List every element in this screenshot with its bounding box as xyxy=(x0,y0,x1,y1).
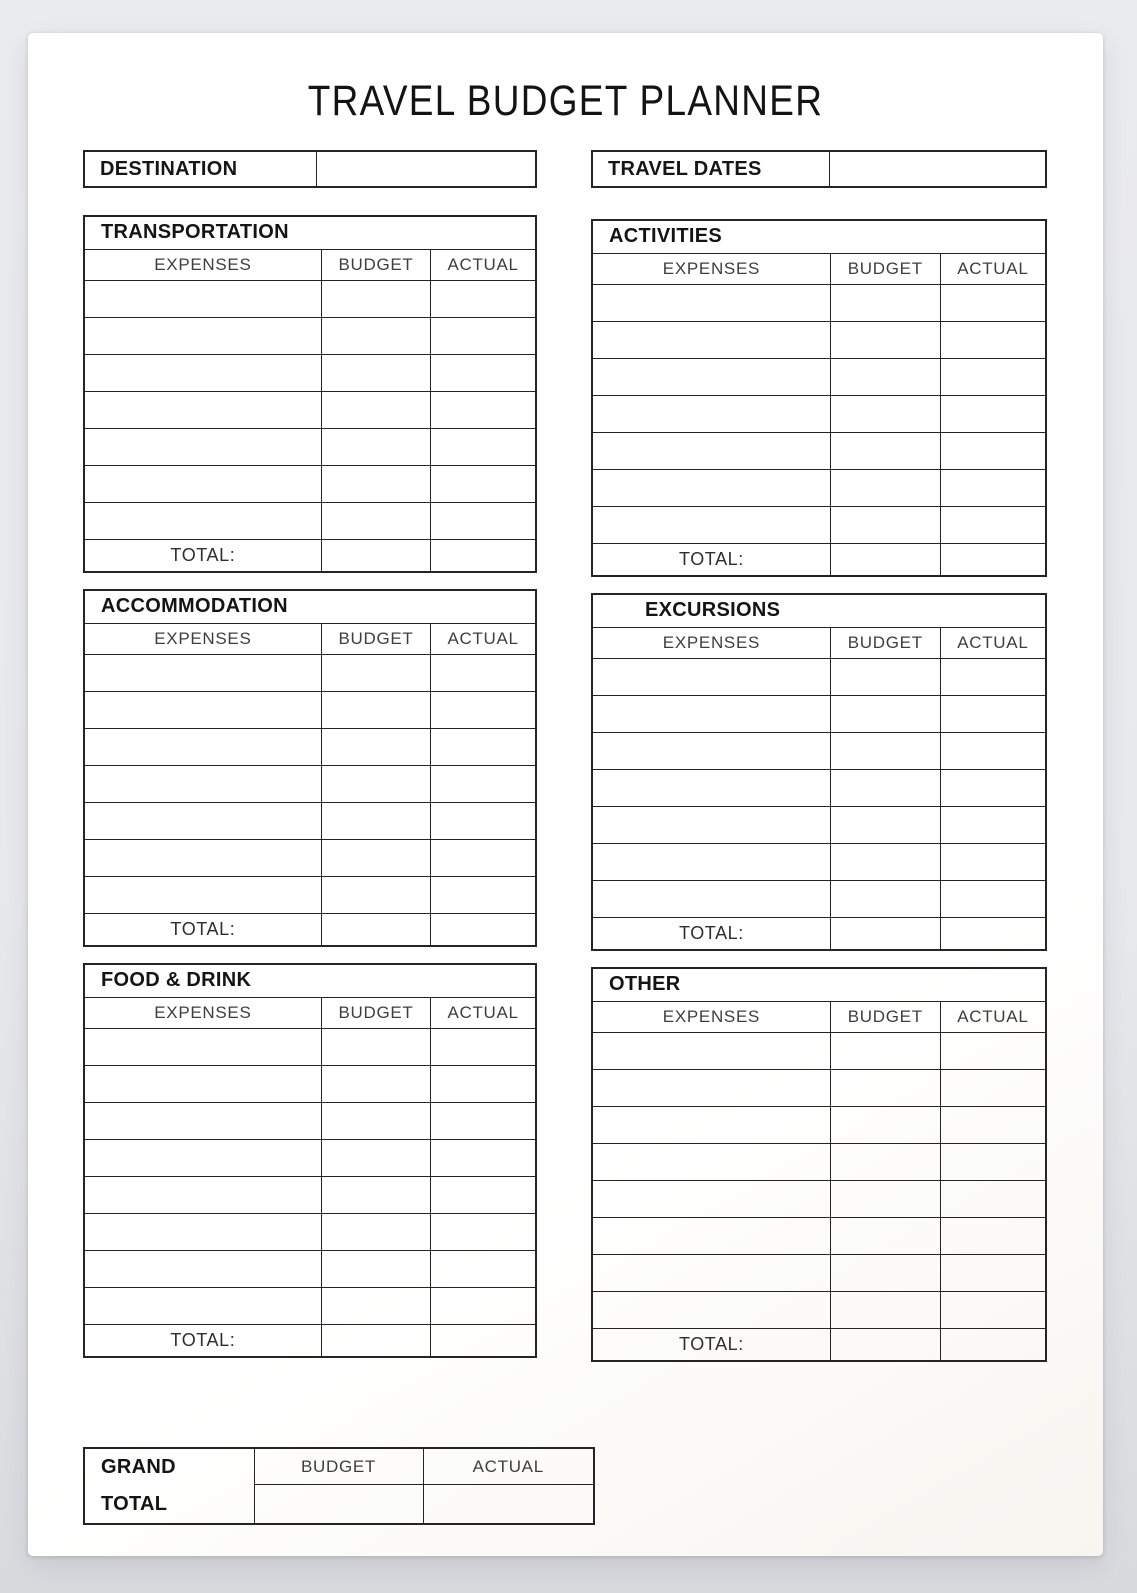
actual-value-cell[interactable] xyxy=(940,321,1046,358)
grand-total-label-line1: GRAND xyxy=(101,1456,176,1478)
actual-value-cell[interactable] xyxy=(940,769,1046,806)
expense-name-cell[interactable] xyxy=(84,1250,321,1287)
actual-value-cell[interactable] xyxy=(940,1254,1046,1291)
expense-row xyxy=(592,395,1046,432)
expense-name-cell[interactable] xyxy=(84,1028,321,1065)
actual-value-cell[interactable] xyxy=(431,1139,536,1176)
budget-value-cell[interactable] xyxy=(830,1143,940,1180)
excursions-section xyxy=(591,593,1047,951)
actual-value-cell[interactable] xyxy=(431,765,536,802)
expense-row xyxy=(84,391,536,428)
actual-value-cell[interactable] xyxy=(431,728,536,765)
transportation-section xyxy=(83,215,537,573)
expense-row xyxy=(592,432,1046,469)
expense-row xyxy=(84,1139,536,1176)
actual-value-cell[interactable] xyxy=(431,354,536,391)
expense-row xyxy=(84,502,536,539)
expense-row xyxy=(592,1291,1046,1328)
activities-section xyxy=(591,219,1047,577)
actual-value-cell[interactable] xyxy=(940,880,1046,917)
budget-value-cell[interactable] xyxy=(321,391,430,428)
budget-value-cell[interactable] xyxy=(321,317,430,354)
section-title: OTHER xyxy=(592,968,1046,1001)
section-title: ACCOMMODATION xyxy=(84,590,536,623)
expense-row xyxy=(592,284,1046,321)
expense-row xyxy=(84,280,536,317)
travel-dates-label: TRAVEL DATES xyxy=(593,152,830,186)
actual-value-cell[interactable] xyxy=(431,317,536,354)
column-header-expenses: EXPENSES xyxy=(592,1001,830,1032)
grand-total-budget-value-cell[interactable] xyxy=(254,1485,423,1524)
actual-value-cell[interactable] xyxy=(940,1106,1046,1143)
expense-name-cell[interactable] xyxy=(592,1291,830,1328)
budget-value-cell[interactable] xyxy=(321,1139,430,1176)
accommodation-section xyxy=(83,589,537,947)
expense-name-cell[interactable] xyxy=(84,839,321,876)
section-title: ACTIVITIES xyxy=(592,220,1046,253)
expense-name-cell[interactable] xyxy=(84,728,321,765)
expense-row xyxy=(84,1287,536,1324)
section-title: EXCURSIONS xyxy=(592,594,1046,627)
actual-value-cell[interactable] xyxy=(431,802,536,839)
expense-name-cell[interactable] xyxy=(84,1102,321,1139)
budget-value-cell[interactable] xyxy=(830,1069,940,1106)
budget-value-cell[interactable] xyxy=(830,880,940,917)
column-header-budget: BUDGET xyxy=(830,1001,940,1032)
expense-row xyxy=(592,843,1046,880)
column-header-actual: ACTUAL xyxy=(940,253,1046,284)
column-header-expenses: EXPENSES xyxy=(592,253,830,284)
actual-value-cell[interactable] xyxy=(940,1032,1046,1069)
actual-value-cell[interactable] xyxy=(431,502,536,539)
budget-value-cell[interactable] xyxy=(830,1217,940,1254)
travel-dates-field-box xyxy=(591,150,1047,188)
total-row xyxy=(592,917,1046,950)
column-header-actual: ACTUAL xyxy=(940,627,1046,658)
expense-name-cell[interactable] xyxy=(84,465,321,502)
expense-name-cell[interactable] xyxy=(592,695,830,732)
food-drink-section xyxy=(83,963,537,1358)
expense-row xyxy=(592,469,1046,506)
budget-value-cell[interactable] xyxy=(830,843,940,880)
budget-value-cell[interactable] xyxy=(830,1180,940,1217)
total-row xyxy=(84,1324,536,1357)
expense-name-cell[interactable] xyxy=(592,321,830,358)
budget-value-cell[interactable] xyxy=(321,1176,430,1213)
actual-value-cell[interactable] xyxy=(431,1213,536,1250)
planner-page xyxy=(28,33,1103,1556)
total-budget-value-cell[interactable] xyxy=(321,539,430,572)
expense-row xyxy=(592,1032,1046,1069)
expense-row xyxy=(592,1069,1046,1106)
destination-label: DESTINATION xyxy=(85,152,317,186)
budget-value-cell[interactable] xyxy=(830,432,940,469)
actual-value-cell[interactable] xyxy=(940,658,1046,695)
total-budget-value-cell[interactable] xyxy=(830,917,940,950)
budget-value-cell[interactable] xyxy=(321,728,430,765)
budget-value-cell[interactable] xyxy=(321,1287,430,1324)
expense-row xyxy=(84,428,536,465)
column-header-budget: BUDGET xyxy=(830,627,940,658)
actual-value-cell[interactable] xyxy=(431,1102,536,1139)
expense-name-cell[interactable] xyxy=(84,354,321,391)
expense-row xyxy=(84,465,536,502)
budget-value-cell[interactable] xyxy=(830,1291,940,1328)
actual-value-cell[interactable] xyxy=(940,1143,1046,1180)
total-actual-value-cell[interactable] xyxy=(940,917,1046,950)
column-header-actual: ACTUAL xyxy=(431,997,536,1028)
expense-name-cell[interactable] xyxy=(592,469,830,506)
expense-row xyxy=(84,1213,536,1250)
total-label: TOTAL: xyxy=(592,917,830,950)
actual-value-cell[interactable] xyxy=(431,1065,536,1102)
expense-row xyxy=(84,839,536,876)
budget-value-cell[interactable] xyxy=(321,502,430,539)
expense-row xyxy=(592,1217,1046,1254)
expense-name-cell[interactable] xyxy=(84,1139,321,1176)
expense-name-cell[interactable] xyxy=(84,1176,321,1213)
total-row xyxy=(84,913,536,946)
section-title: TRANSPORTATION xyxy=(84,216,536,249)
budget-value-cell[interactable] xyxy=(321,876,430,913)
budget-value-cell[interactable] xyxy=(830,1106,940,1143)
total-row xyxy=(592,1328,1046,1361)
grand-total-label-line2: TOTAL xyxy=(101,1493,168,1515)
actual-value-cell[interactable] xyxy=(431,654,536,691)
actual-value-cell[interactable] xyxy=(940,806,1046,843)
column-header-budget: BUDGET xyxy=(321,997,430,1028)
destination-value-field[interactable] xyxy=(317,152,535,186)
expense-name-cell[interactable] xyxy=(592,880,830,917)
expense-row xyxy=(592,321,1046,358)
total-actual-value-cell[interactable] xyxy=(431,539,536,572)
expense-name-cell[interactable] xyxy=(84,876,321,913)
section-title: FOOD & DRINK xyxy=(84,964,536,997)
expense-name-cell[interactable] xyxy=(592,1106,830,1143)
column-header-expenses: EXPENSES xyxy=(84,623,321,654)
expense-name-cell[interactable] xyxy=(84,1065,321,1102)
budget-value-cell[interactable] xyxy=(830,284,940,321)
expense-name-cell[interactable] xyxy=(592,1180,830,1217)
total-label: TOTAL: xyxy=(84,539,321,572)
expense-row xyxy=(592,880,1046,917)
actual-value-cell[interactable] xyxy=(431,1176,536,1213)
expense-name-cell[interactable] xyxy=(592,658,830,695)
budget-value-cell[interactable] xyxy=(321,1250,430,1287)
actual-value-cell[interactable] xyxy=(940,1217,1046,1254)
expense-row xyxy=(84,654,536,691)
total-budget-value-cell[interactable] xyxy=(830,1328,940,1361)
actual-value-cell[interactable] xyxy=(940,732,1046,769)
budget-value-cell[interactable] xyxy=(830,321,940,358)
actual-value-cell[interactable] xyxy=(940,358,1046,395)
budget-value-cell[interactable] xyxy=(830,658,940,695)
total-label: TOTAL: xyxy=(592,1328,830,1361)
expense-name-cell[interactable] xyxy=(592,1254,830,1291)
budget-value-cell[interactable] xyxy=(830,395,940,432)
expense-row xyxy=(84,354,536,391)
budget-value-cell[interactable] xyxy=(830,732,940,769)
total-actual-value-cell[interactable] xyxy=(940,543,1046,576)
expense-name-cell[interactable] xyxy=(84,691,321,728)
actual-value-cell[interactable] xyxy=(940,843,1046,880)
expense-name-cell[interactable] xyxy=(84,428,321,465)
budget-value-cell[interactable] xyxy=(321,654,430,691)
expense-row xyxy=(592,506,1046,543)
budget-value-cell[interactable] xyxy=(321,465,430,502)
expense-name-cell[interactable] xyxy=(592,769,830,806)
expense-name-cell[interactable] xyxy=(84,317,321,354)
budget-value-cell[interactable] xyxy=(830,1254,940,1291)
expense-name-cell[interactable] xyxy=(592,1069,830,1106)
left-column xyxy=(83,215,537,1358)
budget-value-cell[interactable] xyxy=(321,691,430,728)
actual-value-cell[interactable] xyxy=(940,469,1046,506)
budget-value-cell[interactable] xyxy=(321,765,430,802)
total-budget-value-cell[interactable] xyxy=(830,543,940,576)
expense-row xyxy=(84,1028,536,1065)
actual-value-cell[interactable] xyxy=(940,695,1046,732)
actual-value-cell[interactable] xyxy=(940,432,1046,469)
expense-name-cell[interactable] xyxy=(84,502,321,539)
budget-value-cell[interactable] xyxy=(321,280,430,317)
column-header-actual: ACTUAL xyxy=(431,623,536,654)
expense-name-cell[interactable] xyxy=(592,1032,830,1069)
actual-value-cell[interactable] xyxy=(940,1069,1046,1106)
budget-value-cell[interactable] xyxy=(830,469,940,506)
actual-value-cell[interactable] xyxy=(940,1291,1046,1328)
expense-row xyxy=(84,876,536,913)
budget-value-cell[interactable] xyxy=(830,1032,940,1069)
expense-row xyxy=(592,1106,1046,1143)
actual-value-cell[interactable] xyxy=(940,506,1046,543)
expense-row xyxy=(592,695,1046,732)
actual-value-cell[interactable] xyxy=(431,1287,536,1324)
expense-row xyxy=(592,1180,1046,1217)
actual-value-cell[interactable] xyxy=(431,876,536,913)
expense-row xyxy=(84,1065,536,1102)
expense-name-cell[interactable] xyxy=(592,806,830,843)
column-header-budget: BUDGET xyxy=(830,253,940,284)
expense-row xyxy=(84,1250,536,1287)
destination-field-box xyxy=(83,150,537,188)
column-header-expenses: EXPENSES xyxy=(84,249,321,280)
expense-row xyxy=(84,1176,536,1213)
budget-value-cell[interactable] xyxy=(321,1065,430,1102)
expense-row xyxy=(592,732,1046,769)
grand-total-actual-value-cell[interactable] xyxy=(423,1485,594,1524)
right-column xyxy=(591,219,1047,1362)
actual-value-cell[interactable] xyxy=(431,839,536,876)
expense-row xyxy=(84,1102,536,1139)
column-header-budget: BUDGET xyxy=(321,623,430,654)
expense-name-cell[interactable] xyxy=(592,506,830,543)
column-header-expenses: EXPENSES xyxy=(592,627,830,658)
expense-name-cell[interactable] xyxy=(592,358,830,395)
expense-name-cell[interactable] xyxy=(592,284,830,321)
actual-value-cell[interactable] xyxy=(431,391,536,428)
expense-name-cell[interactable] xyxy=(84,1287,321,1324)
actual-value-cell[interactable] xyxy=(940,1180,1046,1217)
total-label: TOTAL: xyxy=(84,913,321,946)
expense-name-cell[interactable] xyxy=(592,432,830,469)
budget-value-cell[interactable] xyxy=(321,1213,430,1250)
grand-total-label xyxy=(84,1448,254,1524)
column-header-actual: ACTUAL xyxy=(431,249,536,280)
actual-value-cell[interactable] xyxy=(431,465,536,502)
column-header-expenses: EXPENSES xyxy=(84,997,321,1028)
expense-name-cell[interactable] xyxy=(84,765,321,802)
expense-name-cell[interactable] xyxy=(592,395,830,432)
budget-value-cell[interactable] xyxy=(321,1102,430,1139)
expense-row xyxy=(592,358,1046,395)
page-title: TRAVEL BUDGET PLANNER xyxy=(307,77,824,125)
actual-value-cell[interactable] xyxy=(431,1250,536,1287)
total-budget-value-cell[interactable] xyxy=(321,913,430,946)
total-actual-value-cell[interactable] xyxy=(431,913,536,946)
total-label: TOTAL: xyxy=(592,543,830,576)
budget-value-cell[interactable] xyxy=(830,769,940,806)
column-header-budget: BUDGET xyxy=(321,249,430,280)
expense-row xyxy=(84,691,536,728)
budget-value-cell[interactable] xyxy=(321,428,430,465)
budget-value-cell[interactable] xyxy=(321,802,430,839)
expense-row xyxy=(592,1143,1046,1180)
other-section xyxy=(591,967,1047,1362)
actual-value-cell[interactable] xyxy=(431,1028,536,1065)
expense-row xyxy=(592,806,1046,843)
expense-name-cell[interactable] xyxy=(84,280,321,317)
budget-value-cell[interactable] xyxy=(830,695,940,732)
expense-row xyxy=(84,802,536,839)
total-row xyxy=(592,543,1046,576)
total-label: TOTAL: xyxy=(84,1324,321,1357)
budget-value-cell[interactable] xyxy=(321,1028,430,1065)
total-actual-value-cell[interactable] xyxy=(431,1324,536,1357)
expense-name-cell[interactable] xyxy=(592,1217,830,1254)
expense-row xyxy=(592,658,1046,695)
grand-total-box xyxy=(83,1447,595,1525)
total-row xyxy=(84,539,536,572)
budget-value-cell[interactable] xyxy=(830,806,940,843)
budget-value-cell[interactable] xyxy=(321,354,430,391)
expense-name-cell[interactable] xyxy=(84,1213,321,1250)
grand-total-budget-header: BUDGET xyxy=(254,1448,423,1485)
actual-value-cell[interactable] xyxy=(431,428,536,465)
expense-name-cell[interactable] xyxy=(592,843,830,880)
total-actual-value-cell[interactable] xyxy=(940,1328,1046,1361)
expense-name-cell[interactable] xyxy=(592,732,830,769)
expense-row xyxy=(84,765,536,802)
expense-row xyxy=(84,317,536,354)
expense-name-cell[interactable] xyxy=(84,802,321,839)
actual-value-cell[interactable] xyxy=(431,691,536,728)
expense-name-cell[interactable] xyxy=(84,654,321,691)
actual-value-cell[interactable] xyxy=(940,284,1046,321)
column-header-actual: ACTUAL xyxy=(940,1001,1046,1032)
actual-value-cell[interactable] xyxy=(431,280,536,317)
travel-dates-value-field[interactable] xyxy=(830,152,1045,186)
expense-name-cell[interactable] xyxy=(592,1143,830,1180)
expense-row xyxy=(592,769,1046,806)
expense-row xyxy=(84,728,536,765)
total-budget-value-cell[interactable] xyxy=(321,1324,430,1357)
expense-name-cell[interactable] xyxy=(84,391,321,428)
actual-value-cell[interactable] xyxy=(940,395,1046,432)
budget-value-cell[interactable] xyxy=(321,839,430,876)
budget-value-cell[interactable] xyxy=(830,506,940,543)
expense-row xyxy=(592,1254,1046,1291)
budget-value-cell[interactable] xyxy=(830,358,940,395)
grand-total-actual-header: ACTUAL xyxy=(423,1448,594,1485)
